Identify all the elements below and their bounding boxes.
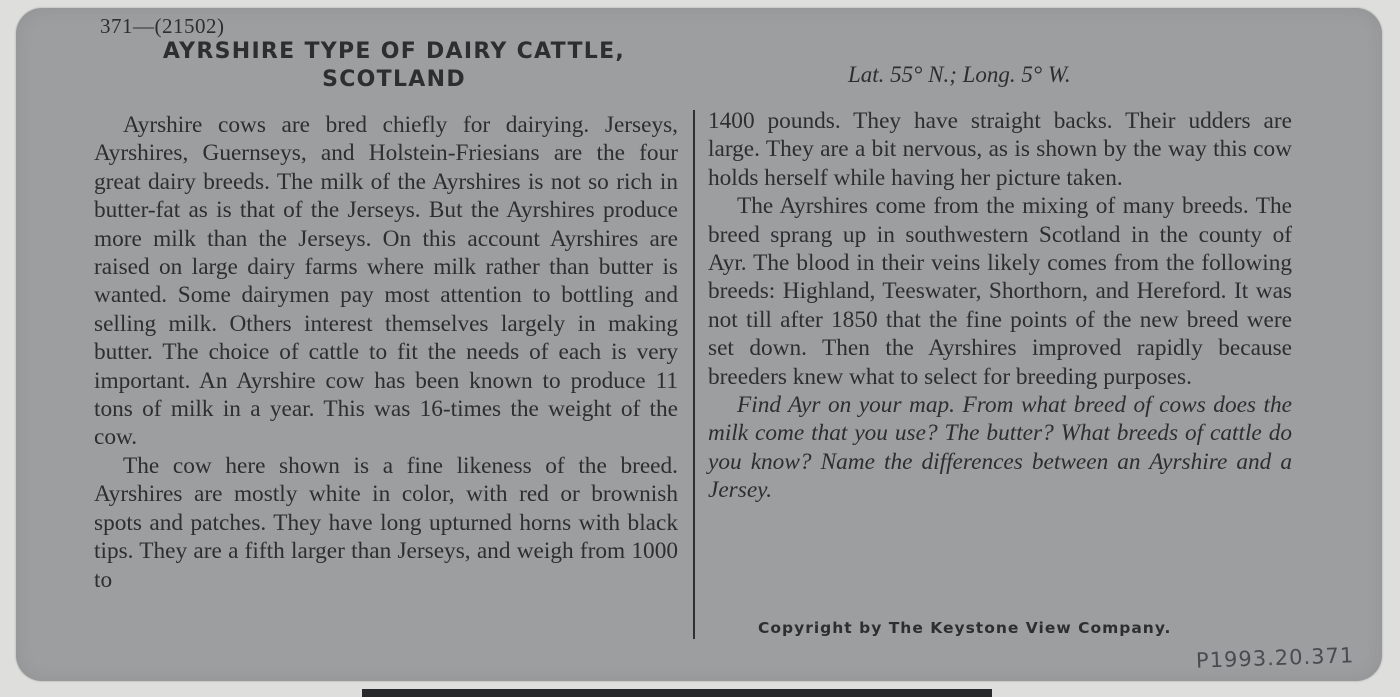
paragraph-continued: 1400 pounds. They have straight backs. Their udders are large. They are a bit nervous, as is shown by the way this cow holds herself while having her picture taken. — [708, 108, 1292, 191]
paragraph-breed-origin: The Ayrshires come from the mixing of many breeds. The breed sprang up in southwestern Scotland in the county of Ayr. The blood in their veins likely comes from the following breeds: Highland, Teeswater, Shorthorn, and Hereford. It was not till after 1850 that the fine points of the new breed were set down. Then the Ayrshires improved rapidly because breeders knew what to select for breeding purposes. — [708, 193, 1292, 390]
paragraph-cow-description: The cow here shown is a fine likeness of the breed. Ayrshires are mostly white in color, with red or brownish spots and patches. They have long upturned horns with black tips. They are a fifth larger than Jerseys, and weigh from 1000 to — [94, 452, 678, 593]
copyright-line: Copyright by The Keystone View Company. — [758, 619, 1172, 637]
accession-number: P1993.20.371 — [1195, 643, 1355, 673]
study-questions: Find Ayr on your map. From what breed of cows does the milk come that you use? The butter? What breeds of cattle do you know? Name the differences between an Ayrshire and a Jersey. — [708, 392, 1292, 504]
card-title — [102, 38, 686, 94]
paragraph-breed-overview: Ayrshire cows are bred chiefly for dairying. Jerseys, Ayrshires, Guernseys, and Holstein-Friesians are the four great dairy breeds. The milk of the Ayrshires is not so rich in butter-fat as is that of the Jerseys. But the Ayrshires produce more milk than the Jerseys. On this account Ayrshires are raised on large dairy farms where milk rather than butter is wanted. Some dairymen pay most attention to bottling and selling milk. Others interest themselves largely in making butter. The choice of cattle to fit the needs of each is very important. An Ayrshire cow has been known to produce 11 tons of milk in a year. This was 16-times the weight of the cow. — [94, 112, 678, 451]
scan-edge-bar — [362, 689, 992, 697]
right-text-column — [708, 107, 1292, 505]
column-divider — [693, 110, 695, 639]
coordinates: Lat. 55° N.; Long. 5° W. — [848, 62, 1071, 87]
catalog-number: 371—(21502) — [100, 14, 225, 38]
title-line-2: SCOTLAND — [322, 67, 466, 92]
left-text-column — [94, 111, 678, 594]
title-line-1: AYRSHIRE TYPE OF DAIRY CATTLE, — [162, 39, 626, 64]
